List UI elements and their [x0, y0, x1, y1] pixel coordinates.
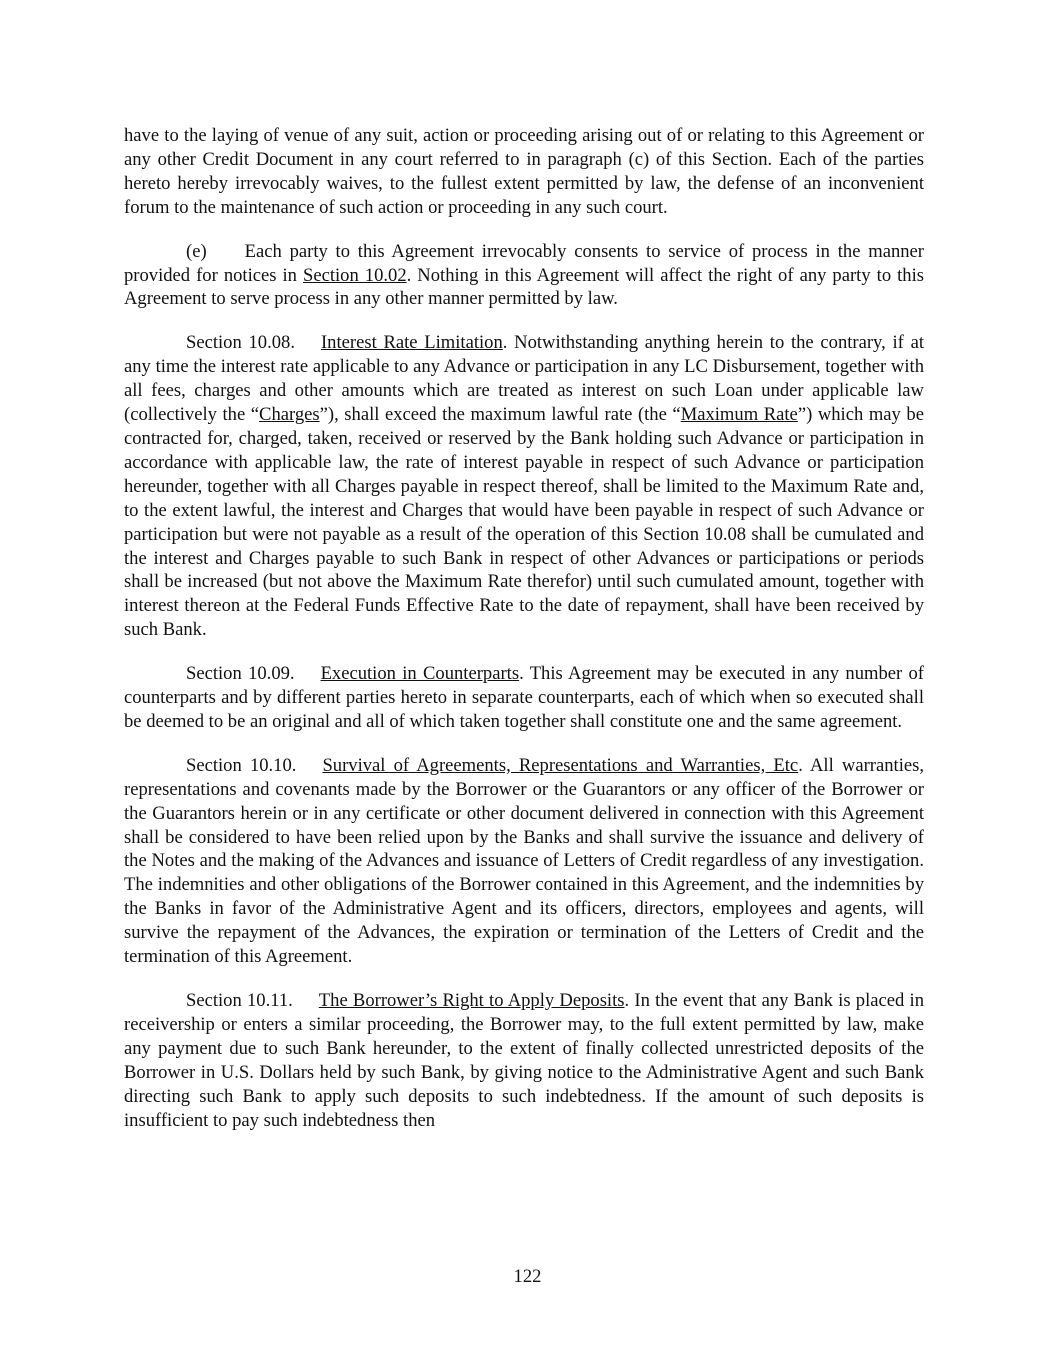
- section-10-09: Section 10.09. Execution in Counterparts. This Agreement may be executed in any number of counterparts and by different parties hereto in separate counterparts, each of which when so executed shall be deemed to be an original and all of which taken together shall constitute one and the same agreement.: [124, 663, 924, 732]
- defined-term: Maximum Rate: [680, 404, 798, 426]
- section-10-10: Section 10.10. Survival of Agreements, Representations and Warranties, Etc. All warranties, representations and covenants made by the Borrower or the Guarantors or any officer of the Borrower or the Guarantors herein or in any certificate or other document delivered in connection with this Agreement shall be considered to have been relied upon by the Banks and shall survive the issuance and delivery of the Notes and the making of the Advances and issuance of Letters of Credit regardless of any investigation. The indemnities and other obligations of the Borrower contained in this Agreement, and the indemnities by the Banks in favor of the Administrative Agent and its officers, directors, employees and agents, will survive the repayment of the Advances, the expiration or termination of the Letters of Credit and the termination of this Agreement.: [124, 754, 924, 968]
- section-10-08: Section 10.08. Interest Rate Limitation. Notwithstanding anything herein to the contrary, if at any time the interest rate applicable to any Advance or participation in any LC Disbursement, together with all fees, charges and other amounts which are treated as interest on such Loan under applicable law (collectively the “Charges”), shall exceed the maximum lawful rate (the “Maximum Rate”) which may be contracted for, charged, taken, received or reserved by the Bank holding such Advance or participation in accordance with applicable law, the rate of interest payable in respect of such Advance or participation hereunder, together with all Charges payable in respect thereof, shall be limited to the Maximum Rate and, to the extent lawful, the interest and Charges that would have been payable in respect of such Advance or participation but were not payable as a result of the operation of this Section 10.08 shall be cumulated and the interest and Charges payable to such Bank in respect of other Advances or participations or periods shall be increased (but not above the Maximum Rate therefor) until such cumulated amount, together with interest thereon at the Federal Funds Effective Rate to the date of repayment, shall have been received by such Bank.: [124, 332, 925, 641]
- section-number: Section 10.10.: [186, 754, 297, 776]
- section-reference-link: Section 10.02: [303, 264, 407, 286]
- section-title: Execution in Counterparts: [320, 663, 520, 685]
- paragraph-e-service-of-process: (e) Each party to this Agreement irrevocably consents to service of process in the manner provided for notices in Section 10.02. Nothing in this Agreement will affect the right of any party to this Agreement to serve process in any other manner permitted by law.: [124, 240, 925, 310]
- paragraph-label: (e): [186, 240, 207, 262]
- section-title: Interest Rate Limitation: [320, 332, 503, 354]
- section-title: Survival of Agreements, Representations and Warranties, Etc: [322, 754, 799, 776]
- paragraph-venue-continued: have to the laying of venue of any suit, action or proceeding arising out of or relating to this Agreement or any other Credit Document in any court referred to in paragraph (c) of this Section. Each of the parties hereto hereby irrevocably waives, to the fullest extent permitted by law, the defense of an inconvenient forum to the maintenance of such action or proceeding in any such court.: [124, 125, 924, 218]
- page-number: 122: [513, 1266, 542, 1287]
- section-number: Section 10.11.: [186, 990, 293, 1011]
- section-10-11: Section 10.11. The Borrower’s Right to Apply Deposits. In the event that any Bank is placed in receivership or enters a similar proceeding, the Borrower may, to the full extent permitted by law, make any payment due to such Bank hereunder, to the extent of finally collected unrestricted deposits of the Borrower in U.S. Dollars held by such Bank, by giving notice to the Administrative Agent and such Bank directing such Bank to apply such deposits to such indebtedness. If the amount of such deposits is insufficient to pay such indebtedness then: [124, 990, 924, 1131]
- document-page: [124, 124, 924, 1132]
- section-number: Section 10.09.: [186, 663, 295, 685]
- section-title: The Borrower’s Right to Apply Deposits: [318, 990, 625, 1011]
- section-number: Section 10.08.: [186, 332, 295, 354]
- defined-term: Charges: [259, 404, 320, 426]
